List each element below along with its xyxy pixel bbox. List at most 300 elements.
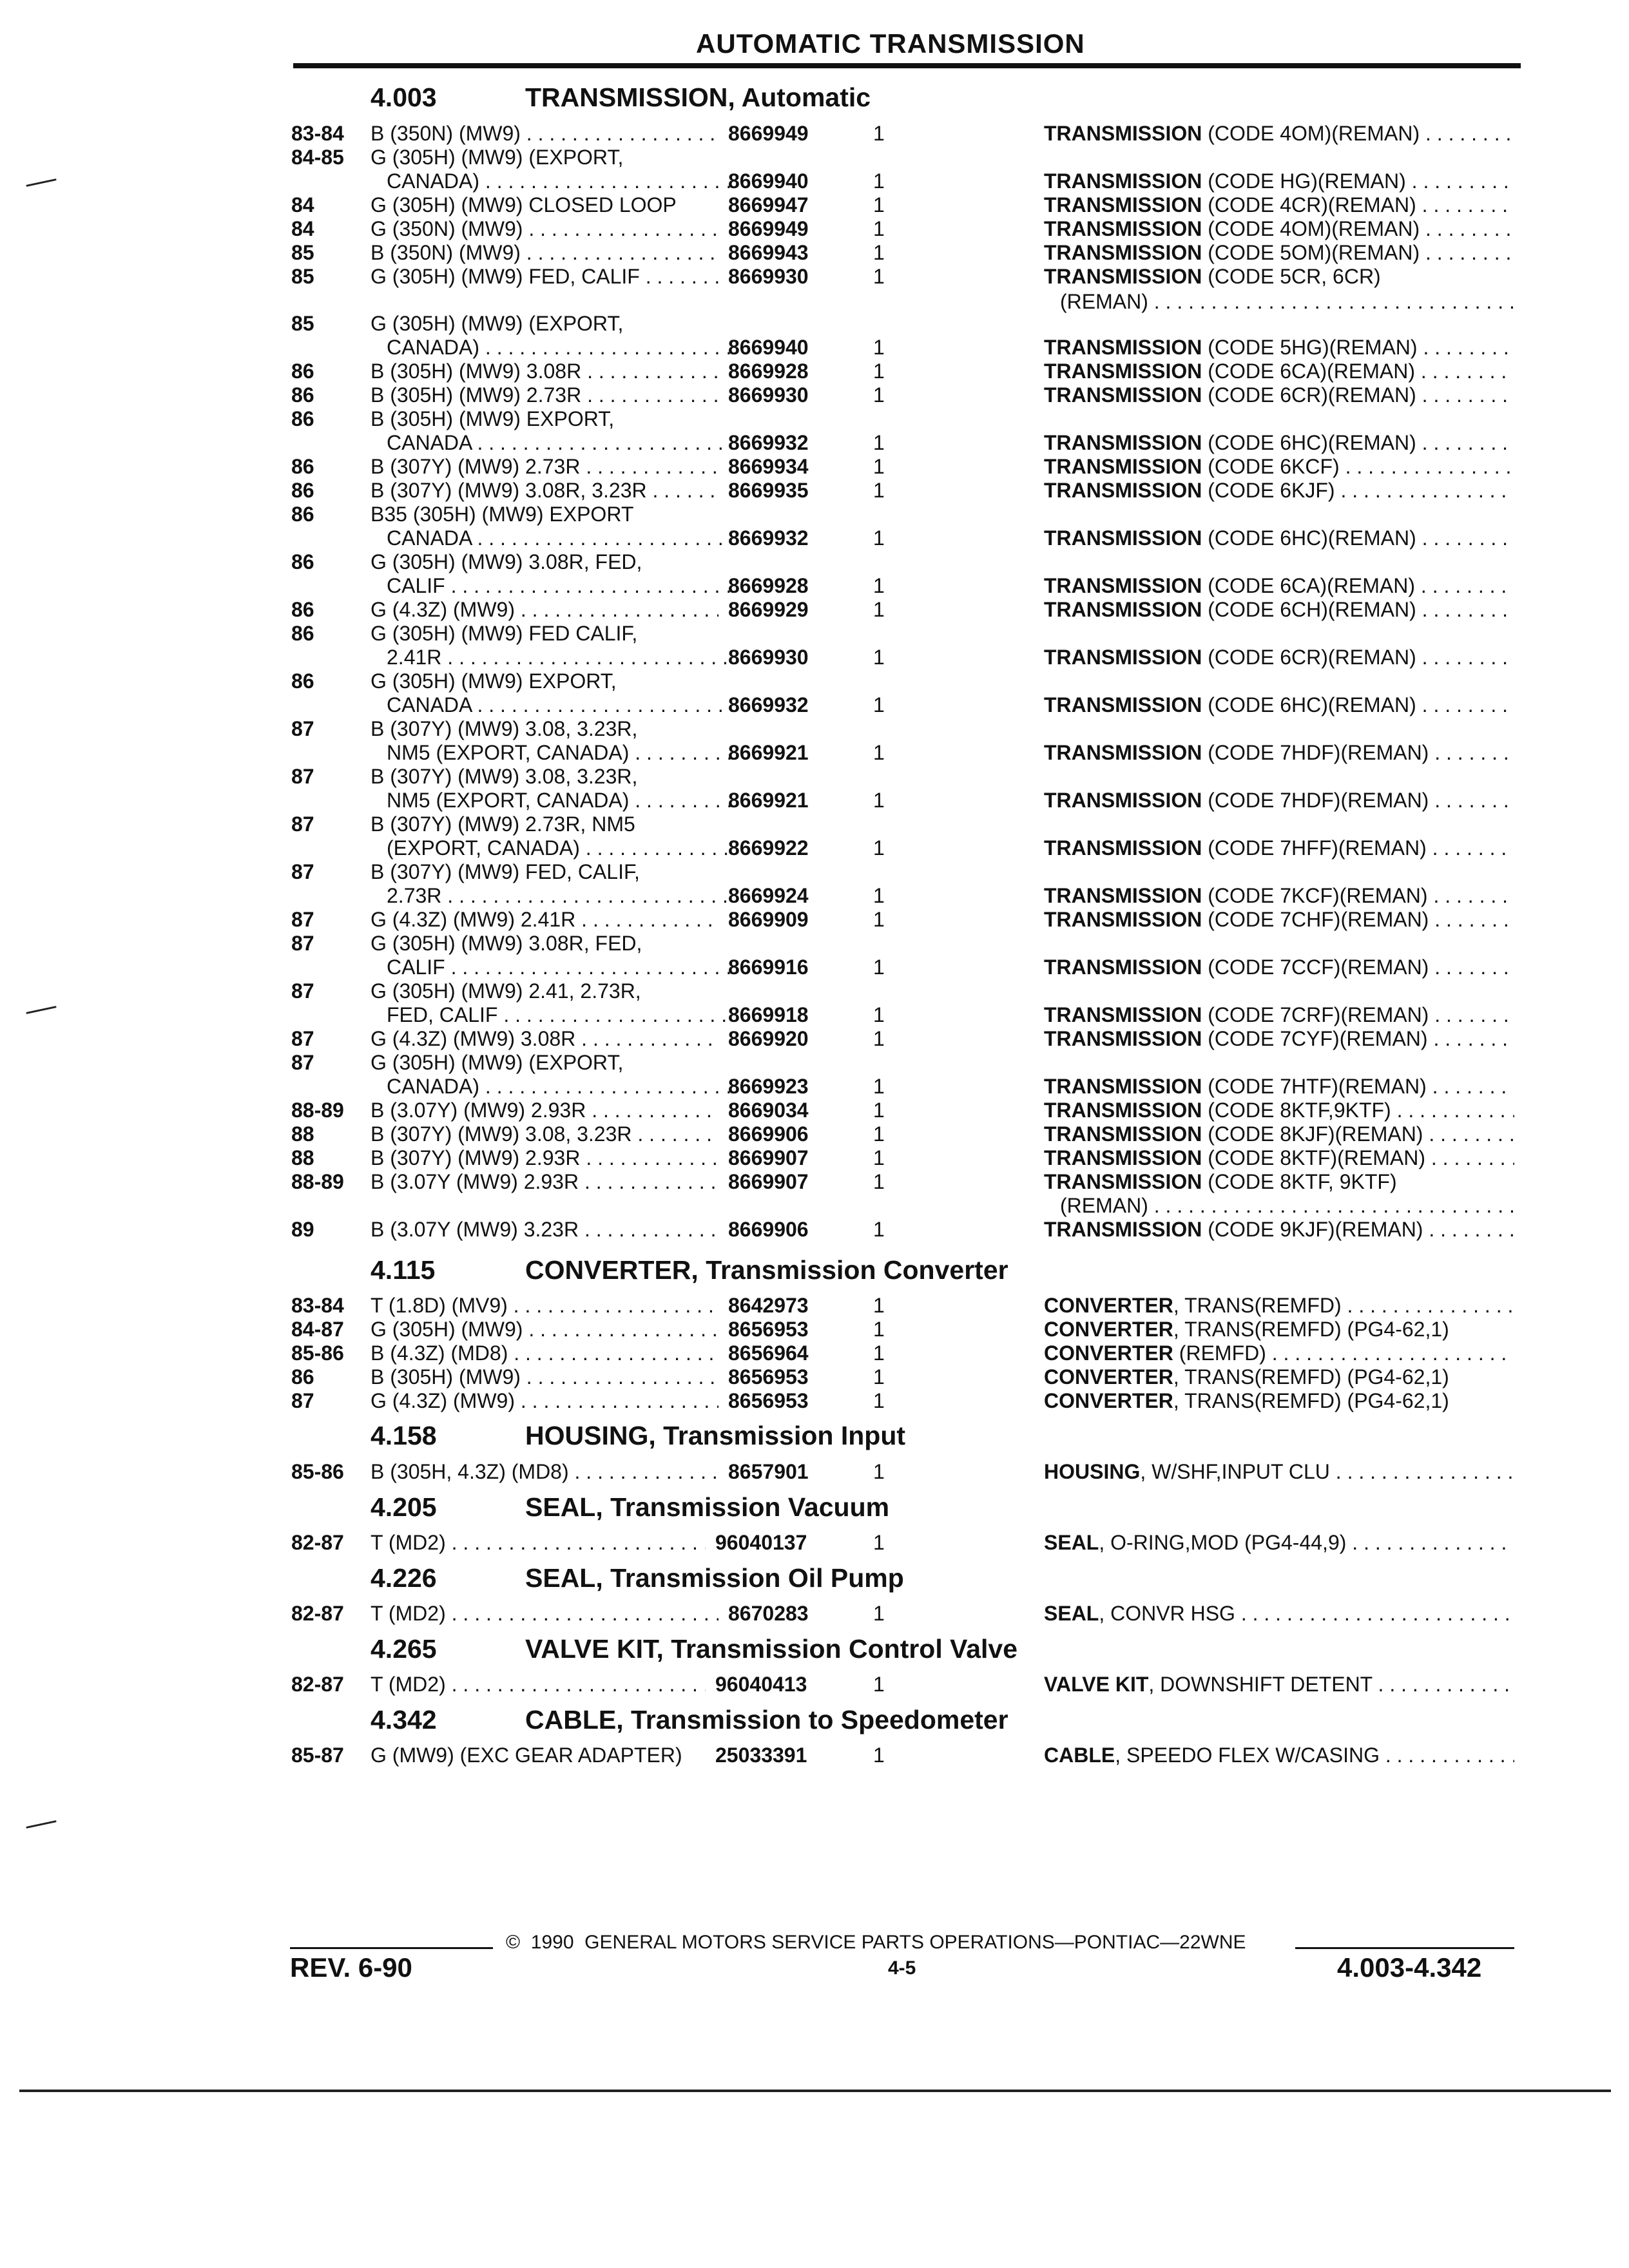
description bbox=[1044, 336, 1514, 360]
description-continuation: (REMAN) . . . bbox=[1060, 1194, 1514, 1218]
model-year: 87 bbox=[291, 1027, 314, 1050]
application: B35 (305H) (MW9) EXPORT bbox=[371, 503, 634, 526]
description-keyword: TRANSMISSION bbox=[1044, 431, 1202, 454]
application: CANADA . . . bbox=[387, 526, 735, 550]
description-keyword: TRANSMISSION bbox=[1044, 598, 1202, 621]
description-detail: (CODE 6CA)(REMAN) bbox=[1202, 360, 1416, 383]
application: B (350N) (MW9) . . . bbox=[371, 241, 718, 265]
table-row bbox=[0, 693, 1629, 717]
model-year: 85-86 bbox=[291, 1341, 344, 1365]
application: G (4.3Z) (MW9) 3.08R . . . bbox=[371, 1027, 718, 1051]
description bbox=[1044, 479, 1514, 503]
description-keyword: CONVERTER bbox=[1044, 1341, 1173, 1365]
table-row bbox=[0, 1170, 1629, 1194]
model-year: 84-87 bbox=[291, 1318, 344, 1341]
description bbox=[1044, 956, 1514, 979]
application: CANADA) . . . bbox=[387, 169, 735, 193]
application: G (305H) (MW9) 3.08R, FED, bbox=[371, 932, 642, 955]
description-keyword: TRANSMISSION bbox=[1044, 956, 1202, 979]
part-number: 8669932 bbox=[728, 431, 809, 454]
description bbox=[1044, 193, 1514, 217]
description bbox=[1044, 1460, 1514, 1484]
model-year: 87 bbox=[291, 1051, 314, 1074]
section-title: CABLE, Transmission to Speedometer bbox=[525, 1705, 1008, 1735]
description-detail: (CODE 7HDF)(REMAN) bbox=[1202, 789, 1429, 812]
part-number: 8669923 bbox=[728, 1075, 809, 1098]
application: B (307Y) (MW9) 3.08, 3.23R . . . bbox=[371, 1122, 718, 1146]
application: G (305H) (MW9) . . . bbox=[371, 1318, 718, 1341]
description-detail: , W/SHF,INPUT CLU bbox=[1140, 1460, 1330, 1483]
part-number: 8669932 bbox=[728, 526, 809, 550]
table-row bbox=[0, 360, 1629, 383]
table-row bbox=[0, 1365, 1629, 1389]
description-keyword: HOUSING bbox=[1044, 1460, 1141, 1483]
quantity: 1 bbox=[873, 598, 885, 621]
application: B (305H) (MW9) 3.08R . . . bbox=[371, 360, 718, 383]
description-detail: , CONVR HSG bbox=[1099, 1602, 1235, 1625]
quantity: 1 bbox=[873, 479, 885, 502]
quantity: 1 bbox=[873, 1341, 885, 1365]
description bbox=[1044, 1365, 1514, 1389]
description-keyword: TRANSMISSION bbox=[1044, 1122, 1202, 1146]
application: B (305H) (MW9) 2.73R . . . bbox=[371, 383, 718, 407]
description bbox=[1044, 693, 1514, 717]
table-row bbox=[0, 1027, 1629, 1051]
part-number: 8669921 bbox=[728, 741, 809, 764]
table-row bbox=[0, 908, 1629, 932]
description bbox=[1044, 265, 1514, 289]
model-year: 88 bbox=[291, 1122, 314, 1146]
quantity: 1 bbox=[873, 526, 885, 550]
quantity: 1 bbox=[873, 789, 885, 812]
part-number: 8669906 bbox=[728, 1122, 809, 1146]
description-keyword: TRANSMISSION bbox=[1044, 360, 1202, 383]
section-number: 4.342 bbox=[371, 1705, 437, 1735]
description-detail: (CODE 8KTF)(REMAN) bbox=[1202, 1146, 1425, 1169]
description-detail: (CODE 7HTF)(REMAN) bbox=[1202, 1075, 1427, 1098]
quantity: 1 bbox=[873, 1294, 885, 1317]
description-detail: (CODE 6HC)(REMAN) bbox=[1202, 526, 1416, 550]
model-year: 86 bbox=[291, 598, 314, 621]
table-row bbox=[0, 979, 1629, 1003]
model-year: 88-89 bbox=[291, 1099, 344, 1122]
section-number: 4.226 bbox=[371, 1563, 437, 1593]
model-year: 85-87 bbox=[291, 1744, 344, 1767]
model-year: 87 bbox=[291, 765, 314, 788]
table-row bbox=[0, 646, 1629, 669]
application: CALIF . . . bbox=[387, 956, 735, 979]
description bbox=[1044, 360, 1514, 383]
section-title: TRANSMISSION, Automatic bbox=[525, 82, 871, 112]
description-detail: (CODE 6KJF) bbox=[1202, 479, 1335, 502]
part-number: 8669943 bbox=[728, 241, 809, 264]
description bbox=[1044, 836, 1514, 860]
table-row bbox=[0, 932, 1629, 956]
model-year: 83-84 bbox=[291, 122, 344, 145]
table-row bbox=[0, 1602, 1629, 1626]
application: B (307Y) (MW9) 3.08, 3.23R, bbox=[371, 717, 638, 740]
quantity: 1 bbox=[873, 956, 885, 979]
table-row bbox=[0, 765, 1629, 789]
description bbox=[1044, 1027, 1514, 1051]
application: G (305H) (MW9) EXPORT, bbox=[371, 669, 617, 693]
part-number: 8669935 bbox=[728, 479, 809, 502]
description-keyword: TRANSMISSION bbox=[1044, 169, 1202, 193]
model-year: 83-84 bbox=[291, 1294, 344, 1317]
page-bottom-rule bbox=[19, 2090, 1611, 2092]
model-year: 86 bbox=[291, 503, 314, 526]
description bbox=[1044, 1218, 1514, 1242]
application: CALIF . . . bbox=[387, 574, 735, 598]
table-row bbox=[0, 1003, 1629, 1027]
application: B (4.3Z) (MD8) . . . bbox=[371, 1341, 718, 1365]
description-keyword: TRANSMISSION bbox=[1044, 693, 1202, 716]
table-row bbox=[0, 1318, 1629, 1341]
model-year: 85 bbox=[291, 241, 314, 264]
section-heading bbox=[0, 82, 1629, 117]
table-row bbox=[0, 622, 1629, 646]
quantity: 1 bbox=[873, 336, 885, 359]
application: G (305H) (MW9) (EXPORT, bbox=[371, 146, 624, 169]
description-detail: (CODE 7HFF)(REMAN) bbox=[1202, 836, 1427, 860]
section-heading bbox=[0, 1563, 1629, 1598]
section-number: 4.115 bbox=[371, 1255, 436, 1285]
description bbox=[1044, 1318, 1514, 1341]
page-header-title: AUTOMATIC TRANSMISSION bbox=[696, 28, 1085, 59]
description-keyword: TRANSMISSION bbox=[1044, 1146, 1202, 1169]
description-keyword: TRANSMISSION bbox=[1044, 217, 1202, 240]
quantity: 1 bbox=[873, 1027, 885, 1050]
table-row bbox=[0, 217, 1629, 241]
part-number: 8669909 bbox=[728, 908, 809, 931]
section-heading bbox=[0, 1492, 1629, 1527]
quantity: 1 bbox=[873, 360, 885, 383]
table-row bbox=[0, 290, 1629, 314]
quantity: 1 bbox=[873, 884, 885, 907]
application: (EXPORT, CANADA) . . . bbox=[387, 836, 735, 860]
description bbox=[1044, 1099, 1514, 1122]
description-detail: (REMFD) bbox=[1173, 1341, 1266, 1365]
table-row bbox=[0, 455, 1629, 479]
description-detail: (CODE 4OM)(REMAN) bbox=[1202, 217, 1420, 240]
application: G (4.3Z) (MW9) . . . bbox=[371, 598, 718, 622]
quantity: 1 bbox=[873, 383, 885, 407]
part-number: 8669934 bbox=[728, 455, 809, 478]
table-row bbox=[0, 956, 1629, 979]
description-keyword: TRANSMISSION bbox=[1044, 884, 1202, 907]
table-row bbox=[0, 383, 1629, 407]
table-row bbox=[0, 598, 1629, 622]
application: B (307Y) (MW9) FED, CALIF, bbox=[371, 860, 640, 883]
application: G (305H) (MW9) 3.08R, FED, bbox=[371, 550, 642, 573]
description-detail: (CODE 6CH)(REMAN) bbox=[1202, 598, 1416, 621]
model-year: 87 bbox=[291, 979, 314, 1003]
description-keyword: CONVERTER bbox=[1044, 1318, 1173, 1341]
description-detail: , TRANS(REMFD) (PG4-62,1) bbox=[1173, 1318, 1449, 1341]
description bbox=[1044, 1122, 1514, 1146]
model-year: 87 bbox=[291, 1389, 314, 1412]
description-keyword: TRANSMISSION bbox=[1044, 1099, 1202, 1122]
model-year: 86 bbox=[291, 383, 314, 407]
table-row bbox=[0, 669, 1629, 693]
quantity: 1 bbox=[873, 217, 885, 240]
description bbox=[1044, 169, 1514, 193]
part-number: 8669906 bbox=[728, 1218, 809, 1241]
description bbox=[1044, 122, 1514, 146]
model-year: 84 bbox=[291, 217, 314, 240]
description-keyword: TRANSMISSION bbox=[1044, 1218, 1202, 1241]
description-detail: , TRANS(REMFD) (PG4-62,1) bbox=[1173, 1365, 1449, 1389]
model-year: 86 bbox=[291, 1365, 314, 1389]
description-keyword: TRANSMISSION bbox=[1044, 1003, 1202, 1026]
part-number: 8669918 bbox=[728, 1003, 809, 1026]
quantity: 1 bbox=[873, 1003, 885, 1026]
description bbox=[1044, 1075, 1514, 1099]
table-row bbox=[0, 526, 1629, 550]
quantity: 1 bbox=[873, 1673, 885, 1696]
table-row bbox=[0, 812, 1629, 836]
footer-section-range: 4.003-4.342 bbox=[1337, 1952, 1482, 1983]
table-row bbox=[0, 860, 1629, 884]
application: B (307Y) (MW9) 3.08, 3.23R, bbox=[371, 765, 638, 788]
description-detail: (CODE 9KJF)(REMAN) bbox=[1202, 1218, 1423, 1241]
description bbox=[1044, 526, 1514, 550]
footer-page-number: 4-5 bbox=[888, 1957, 916, 1979]
table-row bbox=[0, 1294, 1629, 1318]
part-number: 96040413 bbox=[715, 1673, 807, 1696]
application: B (307Y) (MW9) 3.08R, 3.23R . . . bbox=[371, 479, 718, 503]
description-keyword: TRANSMISSION bbox=[1044, 1075, 1202, 1098]
description-keyword: TRANSMISSION bbox=[1044, 741, 1202, 764]
table-row bbox=[0, 431, 1629, 455]
table-row bbox=[0, 574, 1629, 598]
description-detail: (CODE 6HC)(REMAN) bbox=[1202, 693, 1416, 716]
table-row bbox=[0, 550, 1629, 574]
application: G (305H) (MW9) CLOSED LOOP bbox=[371, 193, 677, 216]
table-row bbox=[0, 741, 1629, 765]
table-row bbox=[0, 1075, 1629, 1099]
description-keyword: TRANSMISSION bbox=[1044, 574, 1202, 597]
model-year: 82-87 bbox=[291, 1602, 344, 1625]
application: G (305H) (MW9) (EXPORT, bbox=[371, 1051, 624, 1074]
quantity: 1 bbox=[873, 1389, 885, 1412]
section-title: HOUSING, Transmission Input bbox=[525, 1421, 906, 1450]
application: T (MD2) . . . bbox=[371, 1531, 706, 1555]
model-year: 87 bbox=[291, 860, 314, 883]
part-number: 8669916 bbox=[728, 956, 809, 979]
description-keyword: TRANSMISSION bbox=[1044, 455, 1202, 478]
footer-copyright: © 1990 GENERAL MOTORS SERVICE PARTS OPERATIONS—PONTIAC—22WNE bbox=[506, 1932, 1246, 1953]
table-row bbox=[0, 122, 1629, 146]
application: CANADA . . . bbox=[387, 693, 735, 717]
quantity: 1 bbox=[873, 836, 885, 860]
description-keyword: CABLE bbox=[1044, 1744, 1115, 1767]
model-year: 86 bbox=[291, 360, 314, 383]
description-detail: (CODE 4CR)(REMAN) bbox=[1202, 193, 1416, 216]
description bbox=[1044, 1744, 1514, 1767]
table-row bbox=[0, 1531, 1629, 1555]
description bbox=[1044, 789, 1514, 812]
application: G (4.3Z) (MW9) . . . bbox=[371, 1389, 718, 1413]
part-number: 8669922 bbox=[728, 836, 809, 860]
application: B (3.07Y) (MW9) 2.93R . . . bbox=[371, 1099, 718, 1122]
application: G (MW9) (EXC GEAR ADAPTER) bbox=[371, 1744, 682, 1767]
description-detail: (CODE 8KTF,9KTF) bbox=[1202, 1099, 1391, 1122]
part-number: 8669940 bbox=[728, 336, 809, 359]
description-keyword: CONVERTER bbox=[1044, 1294, 1173, 1317]
application: B (305H, 4.3Z) (MD8) . . . bbox=[371, 1460, 718, 1484]
model-year: 82-87 bbox=[291, 1531, 344, 1554]
application: NM5 (EXPORT, CANADA) . . . bbox=[387, 789, 735, 812]
description-keyword: TRANSMISSION bbox=[1044, 479, 1202, 502]
quantity: 1 bbox=[873, 455, 885, 478]
table-row bbox=[0, 193, 1629, 217]
model-year: 87 bbox=[291, 908, 314, 931]
description-detail: (CODE 8KTF, 9KTF) bbox=[1202, 1170, 1397, 1193]
description-detail: (CODE 7CYF)(REMAN) bbox=[1202, 1027, 1428, 1050]
section-heading bbox=[0, 1705, 1629, 1740]
description-keyword: TRANSMISSION bbox=[1044, 193, 1202, 216]
section-heading bbox=[0, 1255, 1629, 1290]
description-detail: (CODE 5CR, 6CR) bbox=[1202, 265, 1381, 288]
quantity: 1 bbox=[873, 741, 885, 764]
part-number: 8656953 bbox=[728, 1318, 809, 1341]
part-number: 96040137 bbox=[715, 1531, 807, 1554]
table-row bbox=[0, 265, 1629, 289]
application: T (MD2) . . . bbox=[371, 1673, 706, 1696]
application: NM5 (EXPORT, CANADA) . . . bbox=[387, 741, 735, 765]
description bbox=[1044, 598, 1514, 622]
table-row bbox=[0, 1744, 1629, 1767]
description bbox=[1044, 1003, 1514, 1027]
quantity: 1 bbox=[873, 908, 885, 931]
application: CANADA) . . . bbox=[387, 336, 735, 360]
quantity: 1 bbox=[873, 1146, 885, 1169]
application: G (305H) (MW9) FED CALIF, bbox=[371, 622, 638, 645]
description bbox=[1044, 217, 1514, 241]
section-heading bbox=[0, 1634, 1629, 1669]
application: 2.41R . . . bbox=[387, 646, 735, 669]
table-row bbox=[0, 1218, 1629, 1242]
table-row bbox=[0, 1460, 1629, 1484]
description bbox=[1044, 1294, 1514, 1318]
application: B (305H) (MW9) EXPORT, bbox=[371, 407, 615, 430]
description-keyword: TRANSMISSION bbox=[1044, 1170, 1202, 1193]
quantity: 1 bbox=[873, 265, 885, 288]
application: B (307Y) (MW9) 2.73R . . . bbox=[371, 455, 718, 479]
description bbox=[1044, 455, 1514, 479]
application: B (350N) (MW9) . . . bbox=[371, 122, 718, 146]
table-row bbox=[0, 169, 1629, 193]
section-title: VALVE KIT, Transmission Control Valve bbox=[525, 1634, 1018, 1664]
table-row bbox=[0, 1389, 1629, 1413]
description-keyword: TRANSMISSION bbox=[1044, 241, 1202, 264]
part-number: 8669949 bbox=[728, 217, 809, 240]
table-row bbox=[0, 1341, 1629, 1365]
application: CANADA . . . bbox=[387, 431, 735, 455]
model-year: 84 bbox=[291, 193, 314, 216]
application: B (305H) (MW9) . . . bbox=[371, 1365, 718, 1389]
model-year: 82-87 bbox=[291, 1673, 344, 1696]
description bbox=[1044, 1673, 1514, 1696]
table-row bbox=[0, 407, 1629, 431]
description-detail: , SPEEDO FLEX W/CASING bbox=[1115, 1744, 1380, 1767]
model-year: 86 bbox=[291, 479, 314, 502]
application: G (4.3Z) (MW9) 2.41R . . . bbox=[371, 908, 718, 932]
description bbox=[1044, 1389, 1514, 1413]
application: G (305H) (MW9) 2.41, 2.73R, bbox=[371, 979, 641, 1003]
part-number: 8669034 bbox=[728, 1099, 809, 1122]
part-number: 8669947 bbox=[728, 193, 809, 216]
part-number: 8669928 bbox=[728, 360, 809, 383]
description bbox=[1044, 1146, 1514, 1170]
application: T (1.8D) (MV9) . . . bbox=[371, 1294, 718, 1318]
description bbox=[1044, 646, 1514, 669]
description-detail: , O-RING,MOD (PG4-44,9) bbox=[1099, 1531, 1347, 1554]
model-year: 87 bbox=[291, 812, 314, 836]
model-year: 86 bbox=[291, 455, 314, 478]
description bbox=[1044, 1170, 1514, 1194]
description-detail: , DOWNSHIFT DETENT bbox=[1148, 1673, 1373, 1696]
model-year: 86 bbox=[291, 669, 314, 693]
footer-rule-right bbox=[1295, 1947, 1514, 1949]
description-detail: (CODE 6CR)(REMAN) bbox=[1202, 646, 1416, 669]
model-year: 86 bbox=[291, 550, 314, 573]
part-number: 8669932 bbox=[728, 693, 809, 716]
table-row bbox=[0, 479, 1629, 503]
description-detail: (CODE 7CRF)(REMAN) bbox=[1202, 1003, 1429, 1026]
quantity: 1 bbox=[873, 241, 885, 264]
model-year: 85 bbox=[291, 265, 314, 288]
description-detail: (CODE 6CR)(REMAN) bbox=[1202, 383, 1416, 407]
description-keyword: TRANSMISSION bbox=[1044, 836, 1202, 860]
quantity: 1 bbox=[873, 1122, 885, 1146]
application: B (3.07Y (MW9) 3.23R . . . bbox=[371, 1218, 718, 1242]
description-detail: (CODE 7KCF)(REMAN) bbox=[1202, 884, 1428, 907]
part-number: 8669940 bbox=[728, 169, 809, 193]
description-detail: (CODE 7CCF)(REMAN) bbox=[1202, 956, 1429, 979]
description-detail: (CODE 6CA)(REMAN) bbox=[1202, 574, 1416, 597]
application: FED, CALIF . . . bbox=[387, 1003, 735, 1027]
section-number: 4.003 bbox=[371, 82, 437, 112]
description-keyword: TRANSMISSION bbox=[1044, 526, 1202, 550]
description-keyword: TRANSMISSION bbox=[1044, 789, 1202, 812]
description-keyword: CONVERTER bbox=[1044, 1389, 1173, 1412]
description-detail: , TRANS(REMFD) (PG4-62,1) bbox=[1173, 1389, 1449, 1412]
table-row bbox=[0, 336, 1629, 360]
model-year: 86 bbox=[291, 407, 314, 430]
description-detail: (CODE 5HG)(REMAN) bbox=[1202, 336, 1418, 359]
description-keyword: TRANSMISSION bbox=[1044, 122, 1202, 145]
section-number: 4.265 bbox=[371, 1634, 437, 1664]
table-row bbox=[0, 146, 1629, 169]
section-title: SEAL, Transmission Oil Pump bbox=[525, 1563, 904, 1593]
section-heading bbox=[0, 1421, 1629, 1456]
model-year: 87 bbox=[291, 932, 314, 955]
description-keyword: SEAL bbox=[1044, 1531, 1099, 1554]
description bbox=[1044, 1341, 1514, 1365]
section-title: SEAL, Transmission Vacuum bbox=[525, 1492, 890, 1522]
footer-revision: REV. 6-90 bbox=[290, 1952, 412, 1983]
description-keyword: TRANSMISSION bbox=[1044, 1027, 1202, 1050]
table-row bbox=[0, 312, 1629, 336]
model-year: 88-89 bbox=[291, 1170, 344, 1193]
part-number: 8669921 bbox=[728, 789, 809, 812]
table-row bbox=[0, 241, 1629, 265]
part-number: 8669949 bbox=[728, 122, 809, 145]
part-number: 8656953 bbox=[728, 1365, 809, 1389]
description bbox=[1044, 1531, 1514, 1555]
